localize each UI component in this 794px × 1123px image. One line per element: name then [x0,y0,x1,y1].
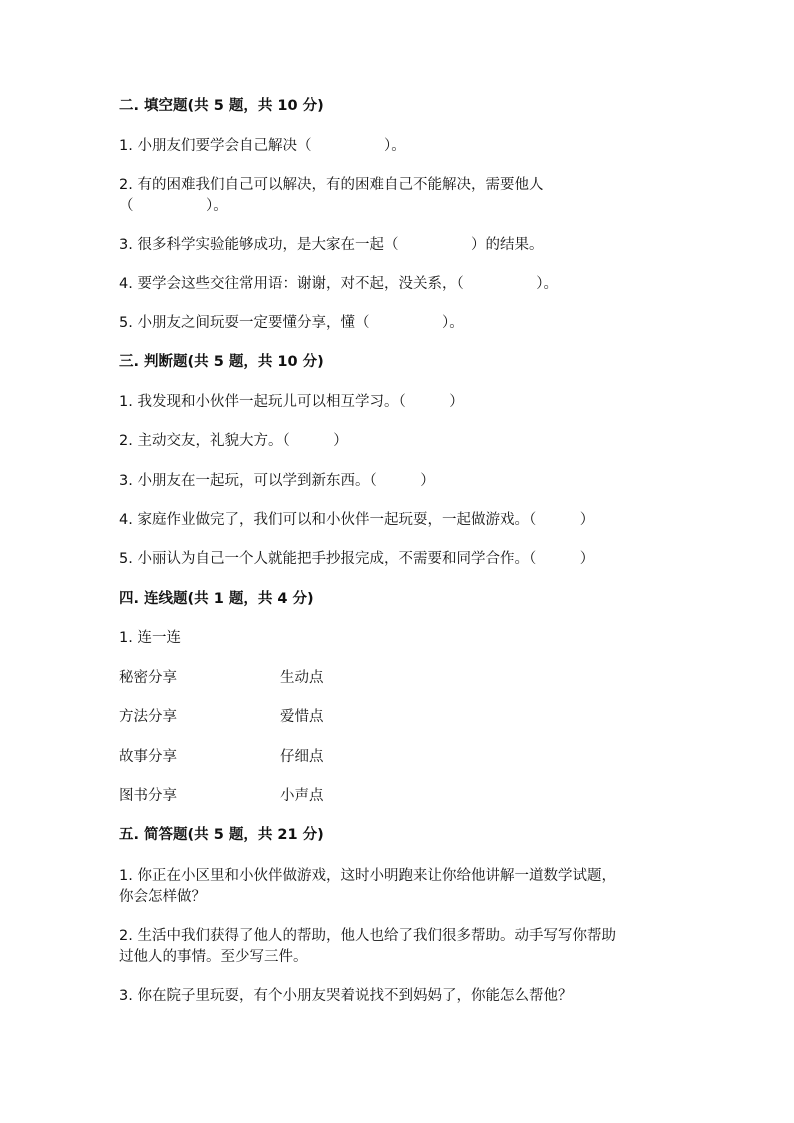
section-heading-fill-blank: 二. 填空题(共 5 题，共 10 分) [119,98,324,114]
question-text: 3. 你在院子里玩耍，有个小朋友哭着说找不到妈妈了，你能怎么帮他？ [119,988,573,1004]
section-heading-matching: 四. 连线题(共 1 题，共 4 分) [119,591,314,607]
question-text: 2. 生活中我们获得了他人的帮助，他人也给了我们很多帮助。动手写写你帮助 [119,928,616,944]
question-text: 5. 小丽认为自己一个人就能把手抄报完成，不需要和同学合作。（ ） [119,551,595,567]
question-text: 2. 有的困难我们自己可以解决，有的困难自己不能解决，需要他人 [119,177,544,193]
question-text: 过他人的事情。至少写三件。 [119,949,308,965]
question-text: 1. 连一连 [119,630,181,646]
question-text: 1. 小朋友们要学会自己解决（ ）。 [119,138,406,154]
question-text: 4. 家庭作业做完了，我们可以和小伙伴一起玩耍，一起做游戏。（ ） [119,512,595,528]
question-text: 1. 你正在小区里和小伙伴做游戏，这时小明跑来让你给他讲解一道数学试题， [119,868,616,884]
question-text: 1. 我发现和小伙伴一起玩儿可以相互学习。（ ） [119,394,464,410]
match-right-item: 爱惜点 [280,709,324,725]
question-text: 你会怎样做？ [119,889,206,905]
match-left-item: 故事分享 [119,749,177,765]
match-left-item: 图书分享 [119,788,177,804]
section-heading-short-answer: 五. 简答题(共 5 题，共 21 分) [119,827,324,843]
section-heading-true-false: 三. 判断题(共 5 题，共 10 分) [119,354,324,370]
question-text: 3. 小朋友在一起玩，可以学到新东西。（ ） [119,473,435,489]
match-left-item: 秘密分享 [119,670,177,686]
question-text: 4. 要学会这些交往常用语：谢谢，对不起，没关系，（ ）。 [119,276,558,292]
match-right-item: 小声点 [280,788,324,804]
question-text: 5. 小朋友之间玩耍一定要懂分享，懂（ ）。 [119,315,464,331]
question-text: 2. 主动交友，礼貌大方。（ ） [119,433,348,449]
match-left-item: 方法分享 [119,709,177,725]
question-text: （ ）。 [119,198,228,214]
match-right-item: 仔细点 [280,749,324,765]
match-right-item: 生动点 [280,670,324,686]
question-text: 3. 很多科学实验能够成功，是大家在一起（ ）的结果。 [119,237,544,253]
